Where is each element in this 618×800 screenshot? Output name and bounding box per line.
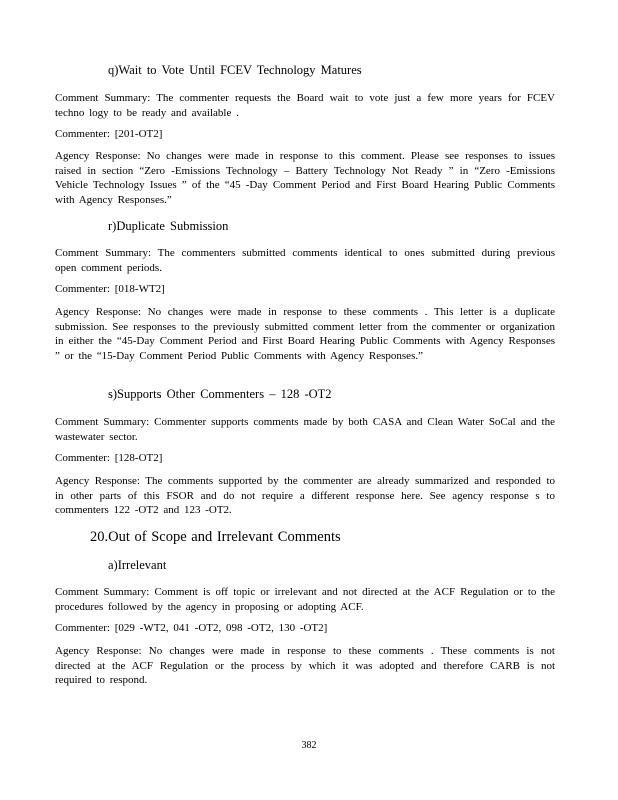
section-s-heading: s)Supports Other Commenters – 128 -OT2 xyxy=(108,387,332,401)
section-q-commenter: Commenter: [201-OT2] xyxy=(55,128,163,140)
section-s-response: Agency Response: The comments supported by the commenter are already summarized and responded to in other parts of this FSOR and do not require a different response here. See agency response s to commenters 122 -OT2 and 123 -OT2. xyxy=(55,475,555,517)
section-s-commenter: Commenter: [128-OT2] xyxy=(55,452,163,464)
major-heading: 20.Out of Scope and Irrelevant Comments xyxy=(90,529,341,545)
subsection-a-response: Agency Response: No changes were made in response to these comments . These comments is not directed at the ACF Regulation or the process by which it was adopted and therefore CARB is not required to respond. xyxy=(55,645,555,687)
section-s-summary: Comment Summary: Commenter supports comments made by both CASA and Clean Water SoCal and the wastewater sector. xyxy=(55,416,555,443)
subsection-a-commenter: Commenter: [029 -WT2, 041 -OT2, 098 -OT2, 130 -OT2] xyxy=(55,622,328,634)
section-r-summary: Comment Summary: The commenters submitted comments identical to ones submitted during previous open comment periods. xyxy=(55,247,555,274)
section-q-summary: Comment Summary: The commenter requests the Board wait to vote just a few more years for FCEV techno logy to be ready and available . xyxy=(55,92,555,119)
section-r-commenter: Commenter: [018-WT2] xyxy=(55,283,165,295)
section-q-response: Agency Response: No changes were made in response to this comment. Please see responses to issues raised in section “Zero -Emissions Technology – Battery Technology Not Ready ” in “Zero -Emissions Vehicle Technology Issues ” of the “45 -Day Comment Period and First Board Hearing Public Comments with Agency Responses.” xyxy=(55,150,555,207)
section-q-heading: q)Wait to Vote Until FCEV Technology Matures xyxy=(108,63,362,77)
section-r-response: Agency Response: No changes were made in response to these comments . This letter is a duplicate submission. See responses to the previously submitted comment letter from the commenter or organization in either the “45-Day Comment Period and First Board Hearing Public Comments with Agency Responses ” or the “15-Day Comment Period Public Comments with Agency Responses.” xyxy=(55,306,555,363)
page-number: 382 xyxy=(301,740,317,751)
subsection-a-heading: a)Irrelevant xyxy=(108,558,167,572)
section-r-heading: r)Duplicate Submission xyxy=(108,219,229,233)
subsection-a-summary: Comment Summary: Comment is off topic or irrelevant and not directed at the ACF Regulation or to the procedures followed by the agency in proposing or adopting ACF. xyxy=(55,586,555,613)
